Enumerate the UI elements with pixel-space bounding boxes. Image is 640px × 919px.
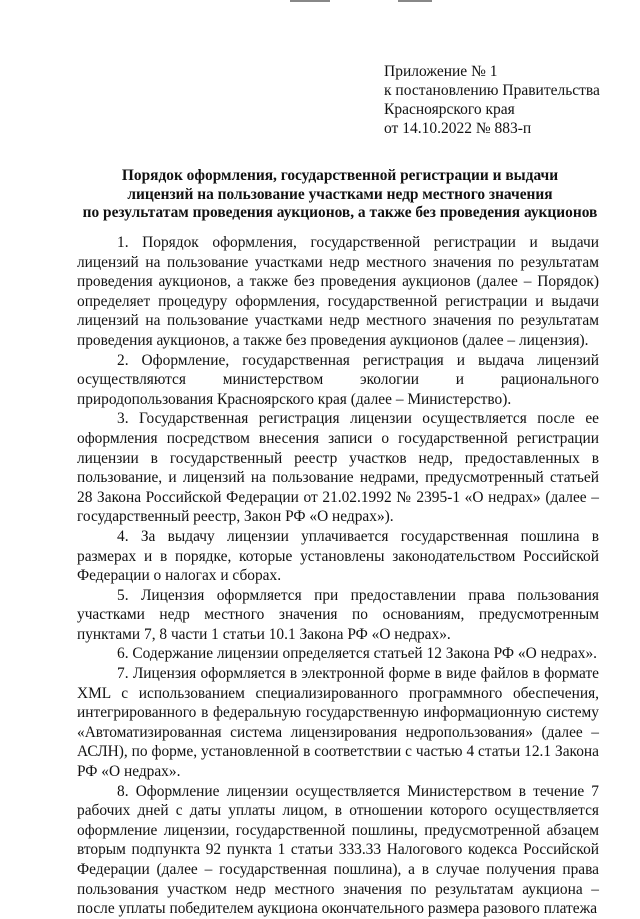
scan-artifact-mark	[290, 0, 330, 2]
paragraph-3: 3. Государственная регистрация лицензии осуществляется после ее оформления посредством внесения записи о государственной регистрации лицензии в государственный реестр участков недр, предоставленных в пользование, и лицензий на пользование недрами, предусмотренный статьей 28 Закона Российской Федерации от 21.02.1992 № 2395-1 «О недрах» (далее – государственный реестр, Закон РФ «О недрах»).	[77, 410, 599, 526]
title-line: по результатам проведения аукционов, а также без проведения аукционов	[82, 204, 598, 221]
appendix-date: от 14.10.2022 № 883-п	[384, 120, 532, 137]
appendix-number: Приложение № 1	[384, 63, 498, 80]
scan-top-edge	[0, 0, 640, 4]
title-line: Порядок оформления, государственной регистрации и выдачи	[121, 167, 559, 184]
document-title	[60, 167, 620, 223]
paragraph-5: 5. Лицензия оформляется при предоставлении права пользования участками недр местного значения по основаниям, предусмотренным пунктами 7, 8 части 1 статьи 10.1 Закона РФ «О недрах».	[77, 586, 599, 643]
paragraph-2: 2. Оформление, государственная регистрация и выдача лицензий осуществляются министерством экологии и рационального природопользования Красноярского края (далее – Министерство).	[77, 351, 599, 408]
appendix-reference: к постановлению Правительства	[384, 82, 600, 99]
paragraph-4: 4. За выдачу лицензии уплачивается государственная пошлина в размерах и в порядке, которые установлены законодательством Российской Федерации о налогах и сборах.	[77, 527, 599, 585]
paragraph-6: 6. Содержание лицензии определяется статьей 12 Закона РФ «О недрах».	[117, 645, 598, 663]
title-line: лицензий на пользование участками недр местного значения	[127, 185, 553, 203]
paragraph-8: 8. Оформление лицензии осуществляется Министерством в течение 7 рабочих дней с даты уплаты лицом, в отношении которого осуществляется оформление лицензии, государственной пошлины, предусмотренной абзацем вторым подпункта 92 пункта 1 статьи 333.33 Налогового кодекса Российской Федерации (далее – государственная пошлина), а в случае получения права пользования участком недр местного значения по результатам аукциона – после уплаты победителем аукциона окончательного размера разового платежа	[77, 782, 599, 918]
paragraph-7: 7. Лицензия оформляется в электронной форме в виде файлов в формате XML с использованием специализированного программного обеспечения, интегрированного в федеральную государственную информационную систему «Автоматизированная система лицензирования недропользования» (далее – АСЛН), по форме, установленной в соответствии с частью 4 статьи 12.1 Закона РФ «О недрах».	[77, 665, 599, 781]
appendix-header	[384, 62, 600, 138]
paragraph-1: 1. Порядок оформления, государственной регистрации и выдачи лицензий на пользование участками недр местного значения по результатам проведения аукционов, а также без проведения аукционов (далее – Порядок) определяет процедуру оформления, государственной регистрации и выдачи лицензий на пользование участками недр местного значения по результатам проведения аукционов, а также без проведения аукционов (далее – лицензия).	[77, 234, 599, 349]
appendix-region: Красноярского края	[384, 101, 515, 118]
scan-artifact-mark	[398, 0, 432, 2]
document-body	[77, 233, 599, 919]
